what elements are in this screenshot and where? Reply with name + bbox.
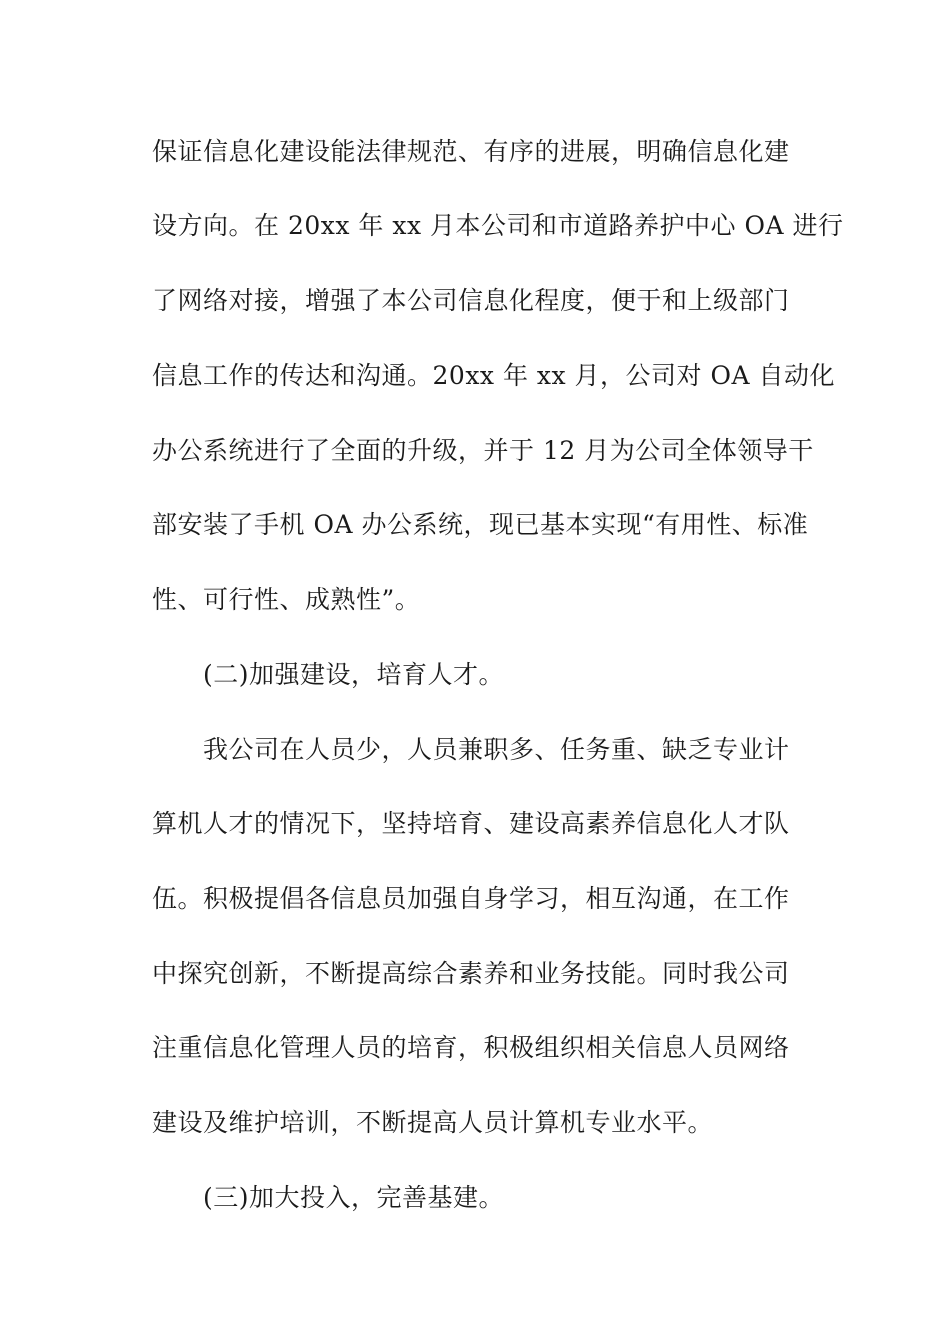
paragraph-line: 保证信息化建设能法律规范、有序的进展，明确信息化建	[152, 137, 790, 166]
paragraph-line: 设方向。在 20xx 年 xx 月本公司和市道路养护中心 OA 进行	[152, 211, 844, 240]
paragraph-line: 伍。积极提倡各信息员加强自身学习，相互沟通，在工作	[152, 884, 790, 913]
section-heading: (三)加大投入，完善基建。	[203, 1183, 505, 1212]
paragraph-line: 中探究创新，不断提高综合素养和业务技能。同时我公司	[152, 959, 790, 988]
paragraph-line: 性、可行性、成熟性”。	[152, 585, 421, 614]
paragraph-line: 算机人才的情况下，坚持培育、建设高素养信息化人才队	[152, 809, 790, 838]
paragraph-line: 办公系统进行了全面的升级，并于 12 月为公司全体领导干	[152, 436, 814, 465]
paragraph-line: 部安装了手机 OA 办公系统，现已基本实现“有用性、标准	[152, 510, 809, 539]
paragraph-line: 我公司在人员少，人员兼职多、任务重、缺乏专业计	[203, 735, 790, 764]
paragraph-line: 建设及维护培训，不断提高人员计算机专业水平。	[152, 1108, 714, 1137]
paragraph-line: 了网络对接，增强了本公司信息化程度，便于和上级部门	[152, 286, 790, 315]
section-heading: (二)加强建设，培育人才。	[203, 660, 505, 689]
paragraph-line: 信息工作的传达和沟通。20xx 年 xx 月，公司对 OA 自动化	[152, 361, 835, 390]
paragraph-line: 注重信息化管理人员的培育，积极组织相关信息人员网络	[152, 1033, 790, 1062]
